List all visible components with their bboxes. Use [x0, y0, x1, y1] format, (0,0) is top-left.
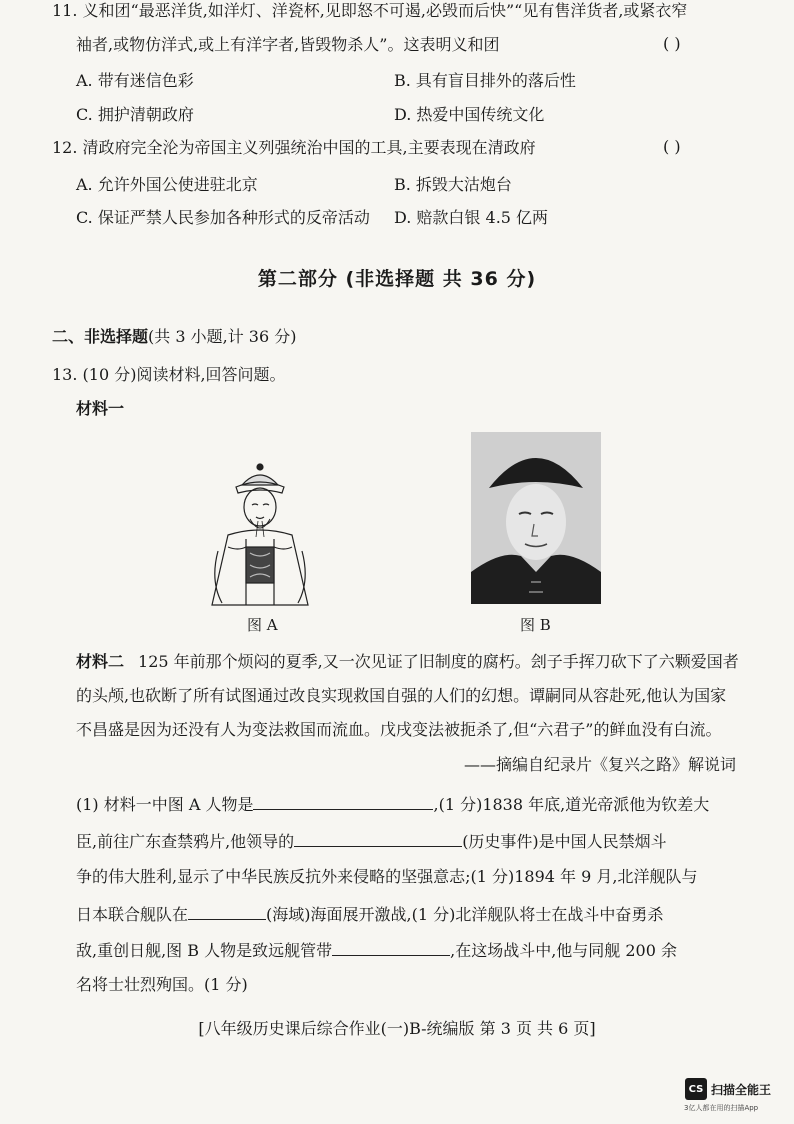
q12-answer-paren[interactable]: ( ): [663, 137, 681, 156]
part2-heading-label: 二、非选择题: [52, 327, 149, 346]
material2-line3: 不昌盛是因为还没有人为变法救国而流血。戊戌变法被扼杀了,但“六君子”的鲜血没有白流。: [76, 720, 722, 739]
answer-blank-4[interactable]: [332, 939, 450, 956]
material2-line2: 的头颅,也砍断了所有试图通过改良实现救国自强的人们的幻想。谭嗣同从容赴死,他认为国家: [76, 686, 727, 705]
sub1-line5: [76, 939, 677, 962]
part2-heading: [52, 326, 296, 348]
sub1-text-i: ,在这场战斗中,他与同舰 200 余: [450, 941, 677, 960]
q12-option-b[interactable]: B. 拆毁大沽炮台: [394, 175, 512, 194]
q11-answer-paren[interactable]: ( ): [663, 34, 681, 53]
q12-stem: 12. 清政府完全沦为帝国主义列强统治中国的工具,主要表现在清政府: [52, 138, 536, 157]
sub1-text-b: ,(1 分)1838 年底,道光帝派他为钦差大: [433, 795, 710, 814]
sub1-text-f: 日本联合舰队在: [76, 905, 189, 924]
material1-label: 材料一: [76, 399, 125, 418]
material2-text-1: 125 年前那个烦闷的夏季,又一次见证了旧制度的腐朽。刽子手挥刀砍下了六颗爱国者: [138, 652, 739, 671]
sub1-text-h: 敌,重创日舰,图 B 人物是致远舰管带: [76, 941, 333, 960]
sub1-line4: [76, 903, 663, 926]
scanner-logo: [685, 1078, 771, 1100]
part2-heading-note: (共 3 小题,计 36 分): [148, 327, 297, 346]
q12-option-c[interactable]: C. 保证严禁人民参加各种形式的反帝活动: [76, 208, 370, 227]
q13-stem: 13. (10 分)阅读材料,回答问题。: [52, 365, 286, 384]
sub1-line1: [76, 793, 709, 816]
sub1-text-a: (1) 材料一中图 A 人物是: [76, 795, 254, 814]
q11-option-c[interactable]: C. 拥护清朝政府: [76, 105, 194, 124]
q11-option-a[interactable]: A. 带有迷信色彩: [76, 71, 194, 90]
material2-source: ——摘编自纪录片《复兴之路》解说词: [463, 755, 736, 774]
figure-b-caption: 图 B: [520, 616, 551, 634]
sub1-text-g: (海域)海面展开激战,(1 分)北洋舰队将士在战斗中奋勇杀: [266, 905, 664, 924]
figure-a-caption: 图 A: [247, 616, 278, 634]
q11-option-d[interactable]: D. 热爱中国传统文化: [394, 105, 545, 124]
figure-a-image: [192, 455, 328, 607]
answer-blank-2[interactable]: [294, 830, 462, 847]
sub1-text-c: 臣,前往广东查禁鸦片,他领导的: [76, 832, 295, 851]
answer-blank-1[interactable]: [253, 793, 433, 810]
sub1-text-d: (历史事件)是中国人民禁烟斗: [462, 832, 667, 851]
figure-b-image: [471, 432, 601, 604]
q12-option-a[interactable]: A. 允许外国公使进驻北京: [76, 175, 258, 194]
section-title: 第二部分 (非选择题 共 36 分): [257, 268, 537, 290]
q11-stem-line2: 袖者,或物仿洋式,或上有洋字者,皆毁物杀人”。这表明义和团: [76, 35, 500, 54]
page-footer: [八年级历史课后综合作业(一)B-统编版 第 3 页 共 6 页]: [198, 1019, 596, 1038]
sub1-line6: 名将士壮烈殉国。(1 分): [76, 975, 248, 994]
q11-stem-line1: 11. 义和团“最恶洋货,如洋灯、洋瓷杯,见即怒不可遏,必毁而后快”“见有售洋货者,或紧衣窄: [52, 1, 688, 20]
material2-label: 材料二: [76, 652, 125, 671]
logo-text: 扫描全能王: [711, 1082, 772, 1097]
q12-option-d[interactable]: D. 赔款白银 4.5 亿两: [394, 208, 549, 227]
answer-blank-3[interactable]: [188, 903, 266, 920]
logo-subtext: 3亿人都在用的扫描App: [684, 1104, 759, 1112]
cs-logo-icon: CS: [685, 1078, 707, 1100]
sub1-line2: [76, 830, 667, 853]
sub1-line3: 争的伟大胜利,显示了中华民族反抗外来侵略的坚强意志;(1 分)1894 年 9 月,北洋舰队与: [76, 867, 698, 886]
material2-line1: [76, 651, 739, 673]
q11-option-b[interactable]: B. 具有盲目排外的落后性: [394, 71, 576, 90]
